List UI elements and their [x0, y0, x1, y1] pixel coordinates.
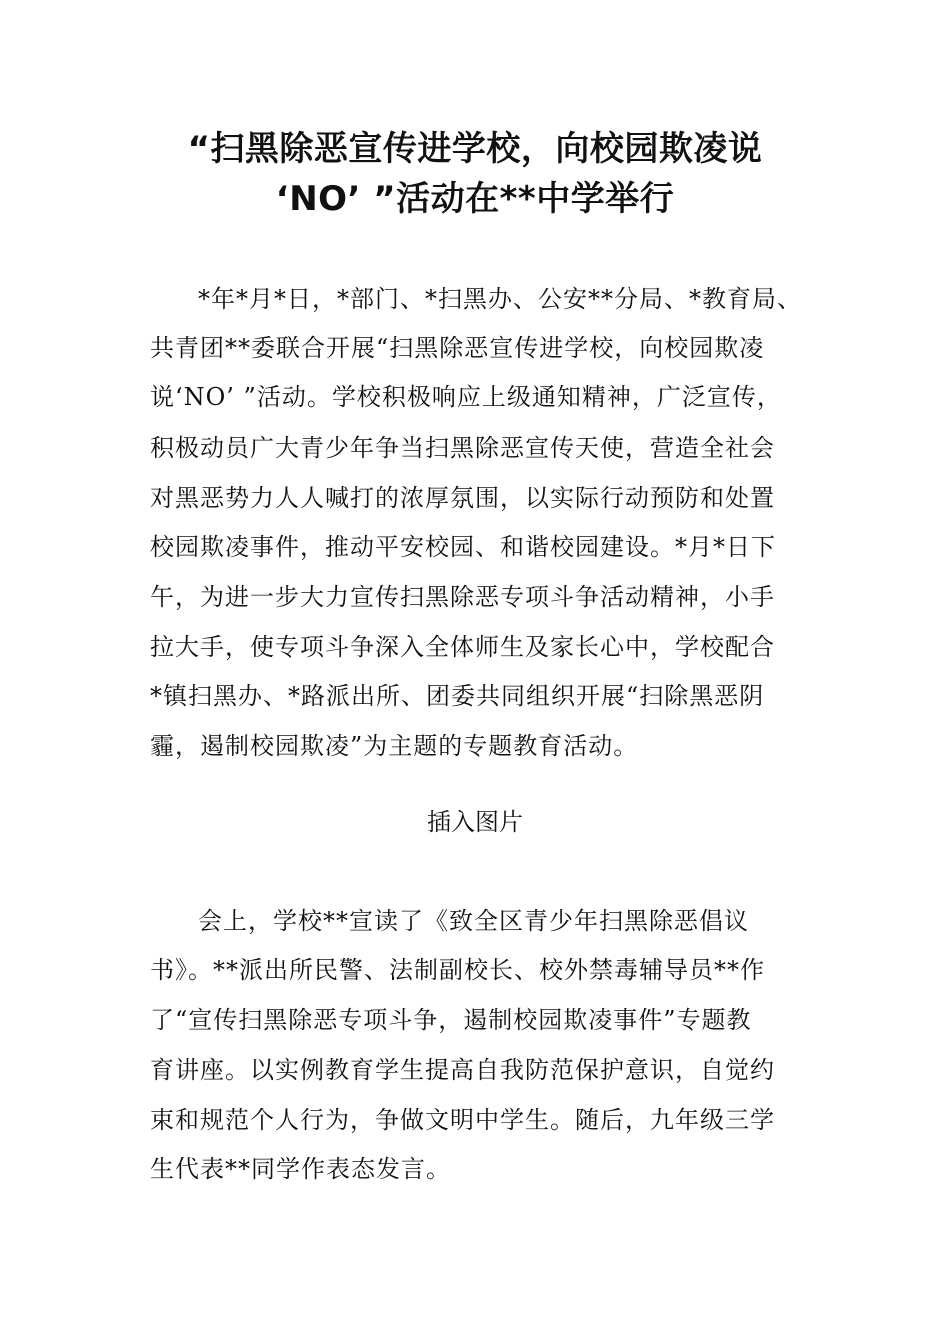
paragraph-2-line: 育讲座。以实例教育学生提高自我防范保护意识，自觉约: [150, 1056, 775, 1084]
paragraph-2-line: 会上，学校**宣读了《致全区青少年扫黑除恶倡议: [198, 907, 749, 935]
paragraph-1-line: *年*月*日，*部门、*扫黑办、公安**分局、*教育局、: [198, 285, 802, 313]
paragraph-1-line: 对黑恶势力人人喊打的浓厚氛围，以实际行动预防和处置: [150, 484, 775, 512]
image-placeholder-text: 插入图片: [427, 808, 523, 836]
paragraph-1-line: 午，为进一步大力宣传扫黑除恶专项斗争活动精神，小手: [150, 583, 775, 611]
title-line-1: “扫黑除恶宣传进学校，向校园欺凌说: [187, 129, 763, 169]
paragraph-1-line: 共青团**委联合开展“扫黑除恶宣传进学校，向校园欺凌: [150, 334, 765, 362]
paragraph-1-line: *镇扫黑办、*路派出所、团委共同组织开展“扫除黑恶阴: [150, 682, 765, 710]
paragraph-2-line: 生代表**同学作表态发言。: [150, 1155, 451, 1183]
paragraph-1-line: 拉大手，使专项斗争深入全体师生及家长心中，学校配合: [150, 633, 775, 661]
title-line-2: ‘NO’ ”活动在**中学举行: [275, 179, 675, 219]
paragraph-2-line: 束和规范个人行为，争做文明中学生。随后，九年级三学: [150, 1106, 775, 1134]
paragraph-1-line: 校园欺凌事件，推动平安校园、和谐校园建设。*月*日下: [150, 533, 776, 561]
paragraph-1-line: 积极动员广大青少年争当扫黑除恶宣传天使，营造全社会: [150, 434, 775, 462]
paragraph-1-line: 霾，遏制校园欺凌”为主题的专题教育活动。: [150, 732, 639, 760]
paragraph-2-line: 书》。**派出所民警、法制副校长、校外禁毒辅导员**作: [150, 956, 765, 984]
paragraph-2-line: 了“宣传扫黑除恶专项斗争，遏制校园欺凌事件”专题教: [150, 1006, 752, 1034]
paragraph-1-line: 说‘NO’ ”活动。学校积极响应上级通知精神，广泛宣传，: [150, 383, 782, 411]
